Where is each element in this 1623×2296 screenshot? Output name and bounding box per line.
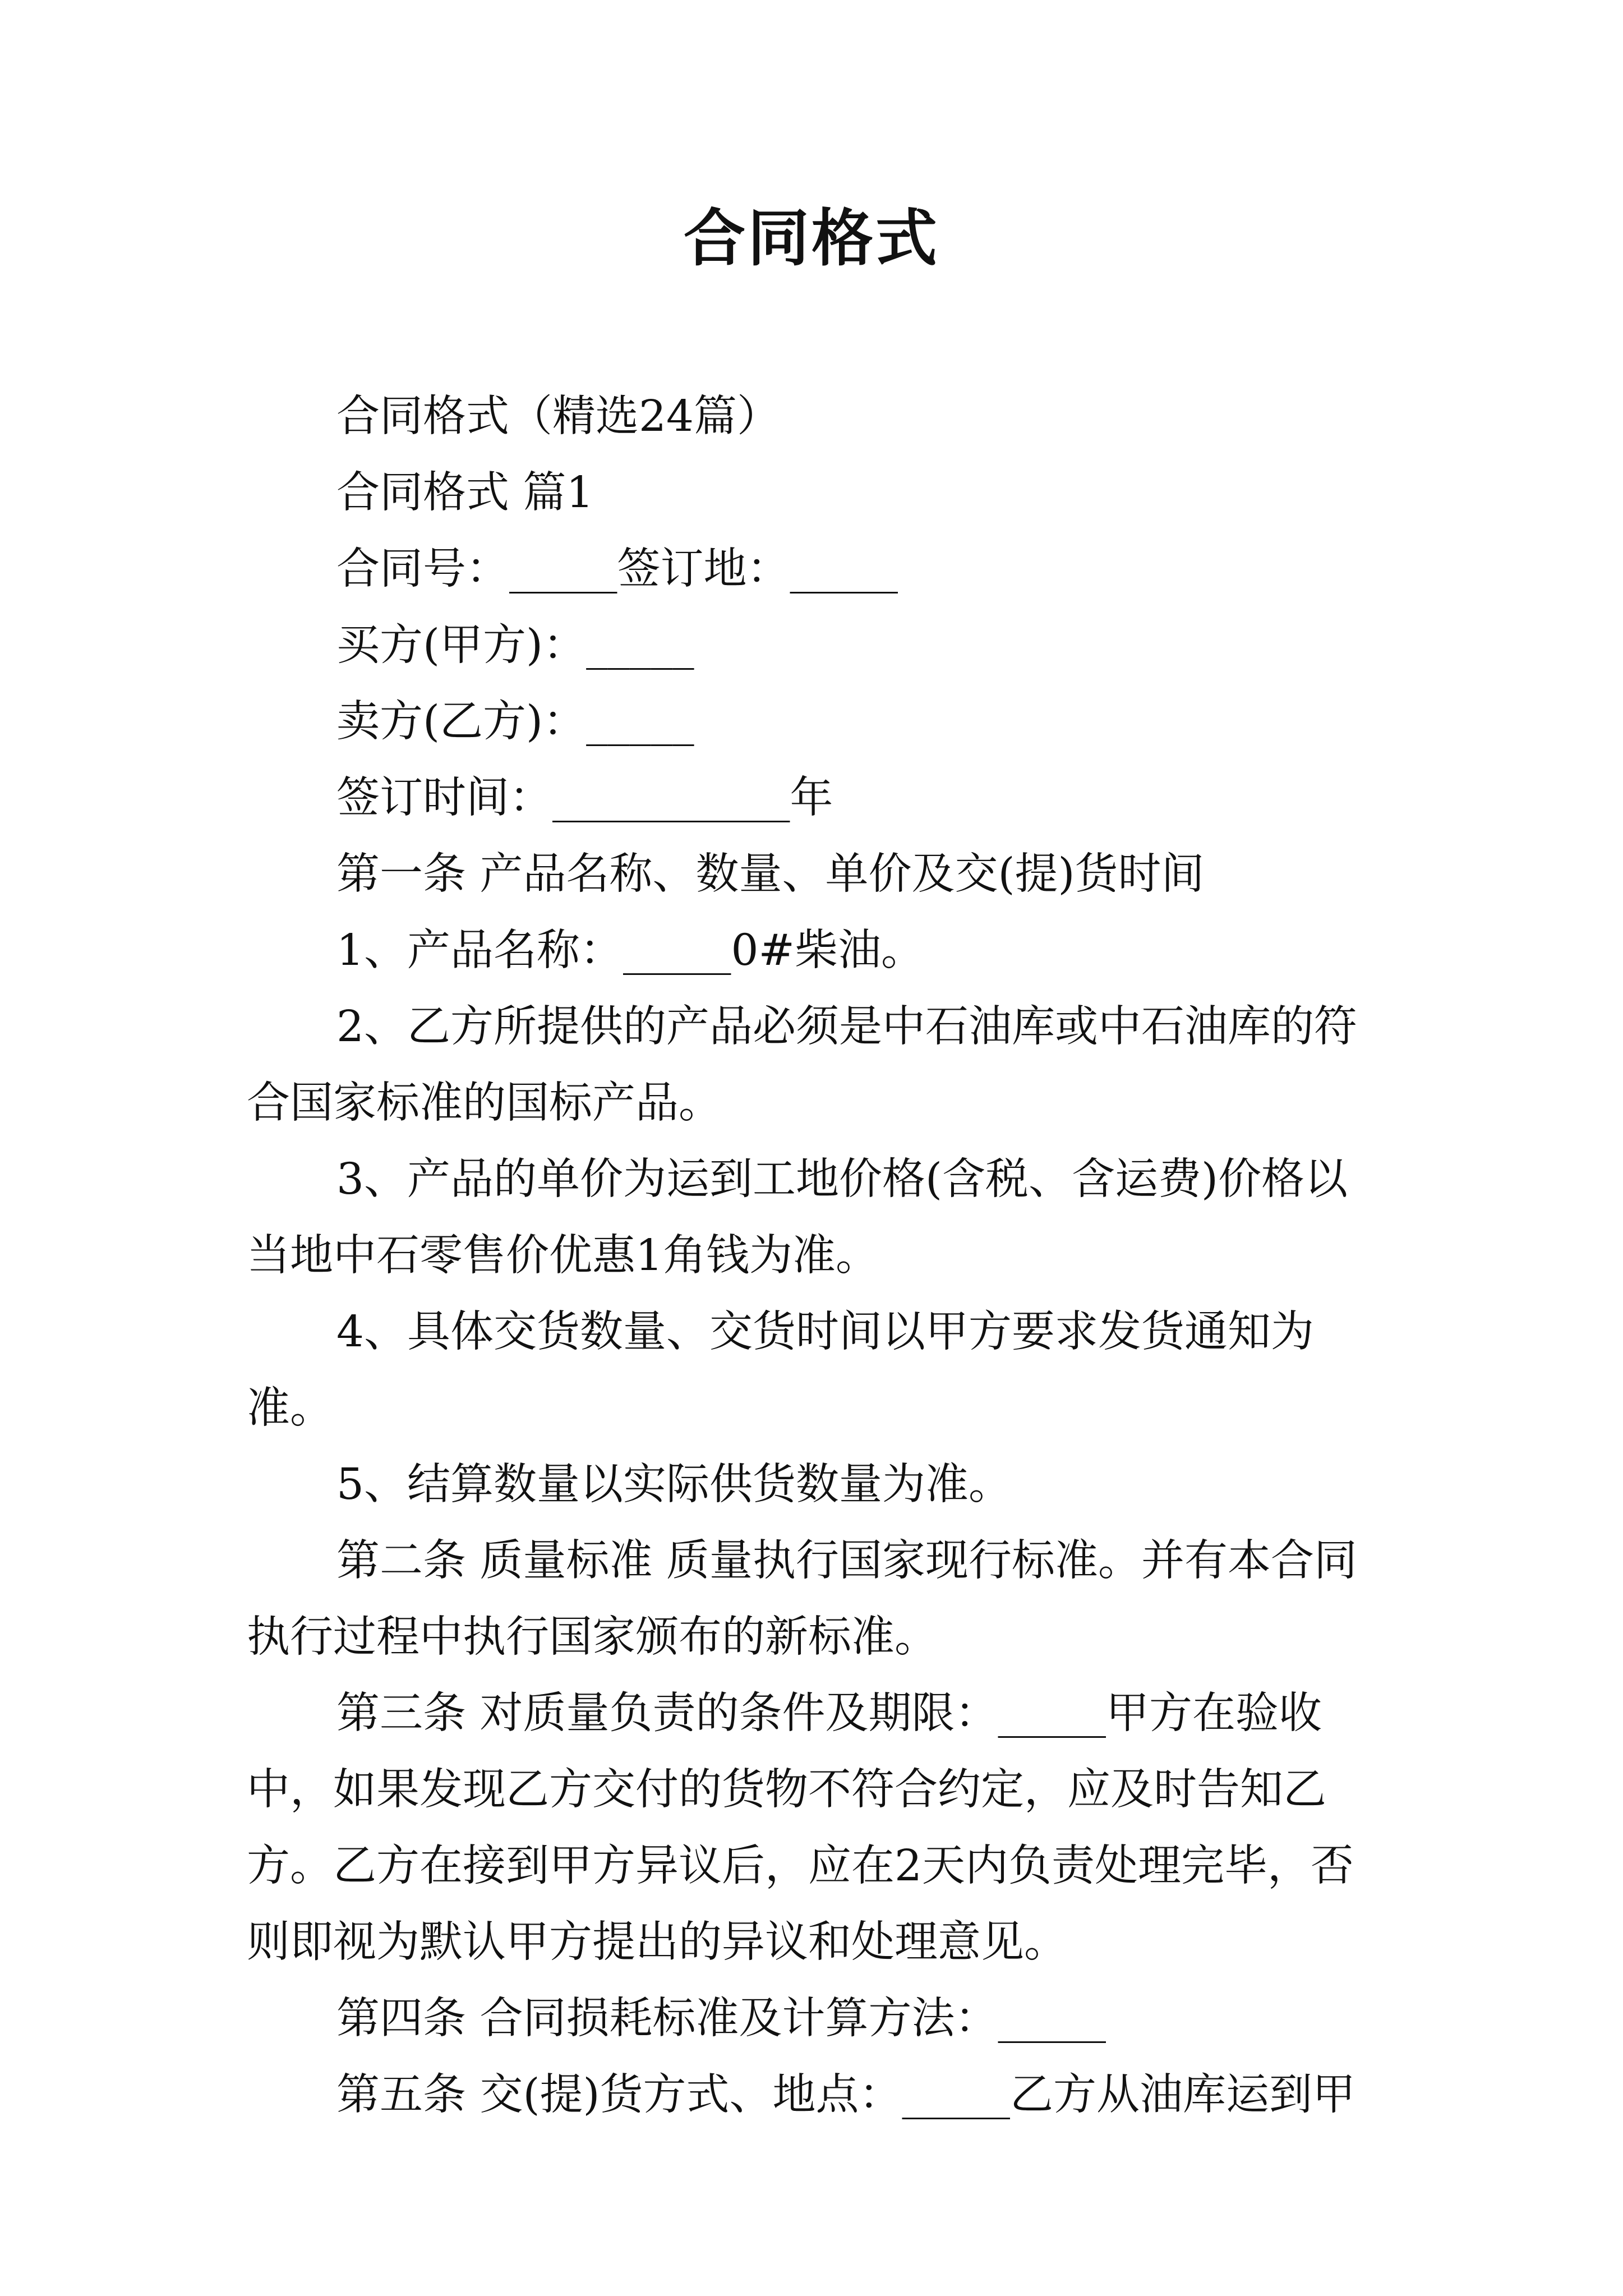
paragraph-item-2: 2、乙方所提供的产品必须是中石油库或中石油库的符合国家标准的国标产品。: [247, 1002, 1357, 1128]
paragraph-contract-number: 合同号：_____签订地：_____: [336, 544, 898, 594]
paragraph-article-4: 第四条 合同损耗标准及计算方法：_____: [336, 1994, 1106, 2044]
paragraph-seller: 卖方(乙方)：_____: [336, 697, 694, 747]
paragraph-sign-date: 签订时间：___________年: [336, 773, 833, 823]
paragraph-article-2: 第二条 质量标准 质量执行国家现行标准。并有本合同执行过程中执行国家颁布的新标准。: [247, 1536, 1357, 1662]
document-title: 合同格式: [684, 203, 939, 274]
paragraph-item-3: 3、产品的单价为运到工地价格(含税、含运费)价格以当地中石零售价优惠1角钱为准。: [247, 1154, 1348, 1281]
paragraph-article-1: 第一条 产品名称、数量、单价及交(提)货时间: [336, 849, 1205, 899]
paragraph-buyer: 买方(甲方)：_____: [336, 620, 694, 670]
paragraph-subtitle: 合同格式（精选24篇）: [336, 392, 780, 441]
paragraph-article-3: 第三条 对质量负责的条件及期限：_____甲方在验收中，如果发现乙方交付的货物不符合约定，应及时告知乙方。乙方在接到甲方异议后，应在2天内负责处理完毕，否则即视为默认甲方提出的异议和处理意见。: [247, 1688, 1354, 1967]
document-body: [247, 379, 1380, 2133]
paragraph-section-heading: 合同格式 篇1: [336, 468, 594, 518]
paragraph-item-5: 5、结算数量以实际供货数量为准。: [336, 1460, 1012, 1510]
paragraph-item-4: 4、具体交货数量、交货时间以甲方要求发货通知为准。: [247, 1307, 1314, 1433]
paragraph-item-1: 1、产品名称：_____0#柴油。: [336, 926, 924, 976]
paragraph-article-5: 第五条 交(提)货方式、地点：_____乙方从油库运到甲: [336, 2070, 1356, 2120]
